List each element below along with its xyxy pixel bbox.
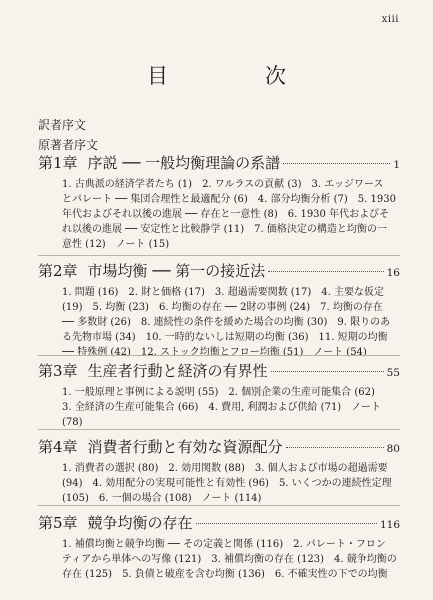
section-line: 意性 (12) ノート (15): [62, 239, 170, 250]
chapter-divider: [38, 255, 400, 256]
chapter-page: 16: [386, 267, 400, 279]
chapter-heading: [38, 260, 400, 280]
section-line: 1. 問題 (16) 2. 財と価格 (17) 3. 超過需要関数 (17) 4. 主要な仮定: [62, 287, 384, 298]
chapter-sections: [62, 461, 400, 506]
chapter-sections: [62, 285, 400, 360]
section-line: とパレート ── 集団合理性と最適配分 (6) 4. 部分均衡分析 (7) 5. 1930: [62, 194, 396, 205]
section-line: 1. 補償均衡と競争均衡 ── その定義と関係 (116) 2. パレート・フロン: [62, 539, 386, 550]
chapter-title: 生産者行動と経済の有界性: [87, 362, 268, 380]
dot-leader: [283, 163, 390, 164]
chapter-sections: [62, 177, 400, 252]
chapter-1: [38, 152, 400, 252]
dot-leader: [196, 523, 377, 524]
chapter-5: [38, 512, 400, 582]
section-line: ── 特殊例 (42) 12. ストック均衡とフロー均衡 (51) ノート (54): [62, 347, 367, 358]
dot-leader: [286, 447, 384, 448]
chapter-number: 第4章: [38, 438, 78, 456]
chapter-divider: [38, 429, 400, 430]
section-line: 1. 一般原理と事例による説明 (55) 2. 個別企業の生産可能集合 (62): [62, 387, 375, 398]
section-line: (78): [62, 417, 83, 428]
front-matter-author-preface: 原著者序文: [38, 138, 99, 152]
chapter-title: 序説 ── 一般均衡理論の系譜: [87, 154, 281, 172]
section-line: 3. 全経済の生産可能集合 (66) 4. 費用, 利潤および供給 (71) ノート: [62, 402, 381, 413]
chapter-page: 116: [379, 519, 400, 531]
chapter-heading: [38, 512, 400, 532]
chapter-sections: [62, 385, 400, 430]
section-line: 1. 古典派の経済学者たち (1) 2. ワルラスの貢献 (3) 3. エッジワース: [62, 179, 384, 190]
chapter-title: 競争均衡の存在: [87, 514, 193, 532]
dot-leader: [268, 271, 383, 272]
chapter-number: 第3章: [38, 362, 78, 380]
section-line: (19) 5. 均衡 (23) 6. 均衡の存在 ── 2財の事例 (24) 7. 均衡の存在: [62, 302, 383, 313]
section-line: 存在 (125) 5. 負債と破産を含む均衡 (136) 6. 不確実性の下での均衡: [62, 569, 388, 580]
chapter-title: 市場均衡 ── 第一の接近法: [87, 262, 266, 280]
section-line: (105) 6. 一個の場合 (108) ノート (114): [62, 493, 262, 504]
chapter-number: 第1章: [38, 154, 78, 172]
front-matter-translator-preface: 訳者序文: [38, 118, 87, 132]
chapter-3: [38, 360, 400, 430]
section-line: 年代およびそれ以後の進展 ── 存在と一意性 (8) 6. 1930 年代およびそ: [62, 209, 390, 220]
page-number: xiii: [381, 14, 399, 25]
chapter-4: [38, 436, 400, 506]
section-line: (94) 4. 効用配分の実現可能性と有効性 (96) 5. いくつかの連続性定理: [62, 478, 392, 489]
chapter-divider: [38, 505, 400, 506]
section-line: れ以後の進展 ── 安定性と比較静学 (11) 7. 価格決定の構造と均衡の一: [62, 224, 387, 235]
chapter-heading: [38, 360, 400, 380]
chapter-heading: [38, 152, 400, 172]
chapter-heading: [38, 436, 400, 456]
section-line: 1. 消費者の選択 (80) 2. 効用関数 (88) 3. 個人および市場の超過需要: [62, 463, 388, 474]
dot-leader: [271, 371, 384, 372]
section-line: ── 多数財 (26) 8. 連続性の条件を緩めた場合の均衡 (30) 9. 限りのあ: [62, 317, 391, 328]
section-line: る先物市場 (34) 10. 一時的ないしは短期の均衡 (36) 11. 短期の均衡: [62, 332, 388, 343]
chapter-page: 80: [386, 443, 400, 455]
toc-title: 目 次: [147, 64, 324, 88]
section-line: ティアから単体への写像 (121) 3. 補償均衡の存在 (123) 4. 競争均衡の: [62, 554, 397, 565]
chapter-divider: [38, 355, 400, 356]
chapter-page: 55: [386, 367, 400, 379]
chapter-number: 第2章: [38, 262, 78, 280]
chapter-title: 消費者行動と有効な資源配分: [87, 438, 283, 456]
chapter-page: 1: [393, 159, 400, 171]
chapter-sections: [62, 537, 400, 582]
chapter-number: 第5章: [38, 514, 78, 532]
chapter-2: [38, 260, 400, 360]
